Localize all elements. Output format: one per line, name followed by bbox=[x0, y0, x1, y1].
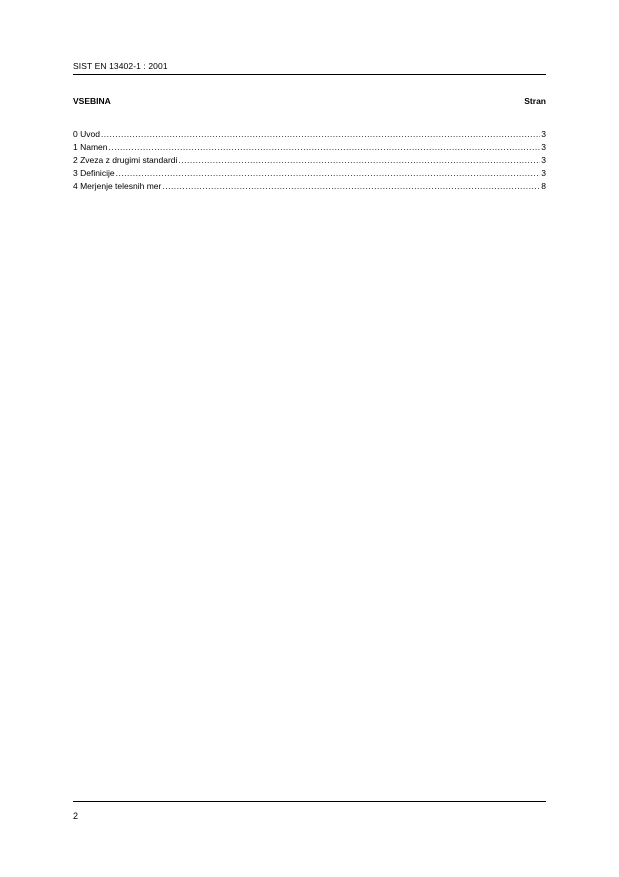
toc-entry-label: 4 Merjenje telesnih mer bbox=[73, 181, 162, 191]
toc-title: VSEBINA bbox=[73, 96, 111, 106]
toc-list bbox=[73, 128, 546, 193]
toc-dot-leader bbox=[101, 128, 540, 141]
toc-entry-label: 0 Uvod bbox=[73, 129, 100, 139]
toc-entry-label: 2 Zveza z drugimi standardi bbox=[73, 155, 178, 165]
toc-entry-definicije[interactable] bbox=[73, 167, 546, 180]
toc-entry-label: 3 Definicije bbox=[73, 168, 115, 178]
toc-dot-leader bbox=[109, 141, 541, 154]
toc-page-column-heading: Stran bbox=[524, 96, 546, 106]
toc-entry-merjenje[interactable] bbox=[73, 180, 546, 193]
toc-entry-page: 3 bbox=[541, 129, 546, 139]
toc-dot-leader bbox=[178, 154, 540, 167]
toc-entry-label: 1 Namen bbox=[73, 142, 108, 152]
footer-divider bbox=[73, 801, 546, 802]
toc-entry-zveza[interactable] bbox=[73, 154, 546, 167]
document-header: SIST EN 13402-1 : 2001 bbox=[73, 61, 168, 71]
toc-entry-page: 3 bbox=[541, 168, 546, 178]
toc-entry-page: 8 bbox=[541, 181, 546, 191]
toc-entry-page: 3 bbox=[541, 155, 546, 165]
toc-dot-leader bbox=[162, 180, 540, 193]
toc-entry-page: 3 bbox=[541, 142, 546, 152]
header-divider bbox=[73, 74, 546, 75]
toc-entry-namen[interactable] bbox=[73, 141, 546, 154]
toc-entry-uvod[interactable] bbox=[73, 128, 546, 141]
toc-dot-leader bbox=[116, 167, 541, 180]
page-number: 2 bbox=[73, 811, 79, 821]
